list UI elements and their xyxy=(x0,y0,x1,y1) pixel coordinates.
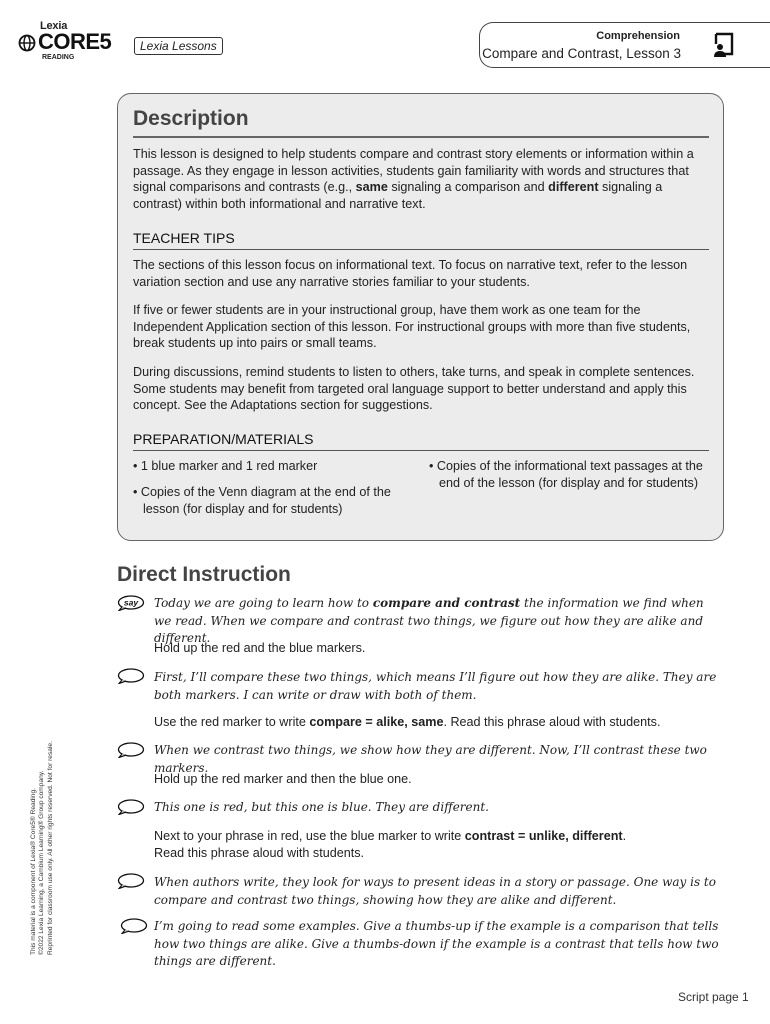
logo-lexia-text: Lexia xyxy=(40,20,68,32)
teacher-board-icon xyxy=(712,32,736,58)
speech-bubble-icon xyxy=(117,873,145,889)
script-say-line: I’m going to read some examples. Give a thumbs-up if the example is a comparison that tells how two things are alike. Give a thumbs-down if the example is a contrast that tells how two things are different. xyxy=(154,919,719,968)
page-footer: Script page 1 xyxy=(678,990,749,1004)
script-direction: Hold up the red marker and then the blue one. xyxy=(154,772,412,786)
copyright-line: ©2022 Lexia Learning, a Cambium Learning® Group company. xyxy=(38,770,46,955)
script-say-line: When authors write, they look for ways to present ideas in a story or passage. One way is to compare and contrast two things, showing how they are alike and different. xyxy=(154,875,716,907)
description-text xyxy=(133,146,709,213)
copyright-line: Reprinted for classroom use only. All other rights reserved. Not for resale. xyxy=(46,741,54,955)
script-direction xyxy=(154,828,719,862)
material-item: • Copies of the Venn diagram at the end of the lesson (for display and for students) xyxy=(133,485,391,516)
direction-bold-text: contrast = unlike, different xyxy=(464,829,623,843)
teacher-tips-rule xyxy=(133,249,709,250)
description-heading: Description xyxy=(133,107,249,130)
globe-icon xyxy=(18,34,36,52)
speech-bubble-icon xyxy=(117,668,145,684)
direction-text-part: . xyxy=(622,829,627,843)
direction-text-part: Use the red marker to write xyxy=(154,715,310,729)
logo-core5-text: CORE5 xyxy=(38,29,112,54)
heading-rule xyxy=(133,136,709,138)
lesson-category: Comprehension xyxy=(596,30,680,42)
logo-reading-text: READING xyxy=(42,54,75,61)
materials-rule xyxy=(133,450,709,451)
say-bubble-icon xyxy=(117,595,145,611)
copyright-line: This material is a component of Lexia® Core5® Reading. xyxy=(30,788,37,955)
say-bold-text: compare and contrast xyxy=(372,596,521,610)
speech-bubble-icon xyxy=(120,918,148,934)
script-direction xyxy=(154,714,734,731)
script-direction: Hold up the red and the blue markers. xyxy=(154,641,366,655)
copyright-side-note xyxy=(30,741,55,955)
script-say-line: This one is red, but this one is blue. They are different. xyxy=(154,800,489,814)
description-text-part: signaling a comparison and xyxy=(387,180,549,195)
lesson-title: Compare and Contrast, Lesson 3 xyxy=(482,46,681,61)
teacher-tips-heading: TEACHER TIPS xyxy=(133,230,235,246)
speech-bubble-icon xyxy=(117,799,145,815)
direct-instruction-heading: Direct Instruction xyxy=(117,563,291,586)
material-item: • Copies of the informational text passages at the end of the lesson (for display and for students) xyxy=(429,459,703,490)
script-say-line: First, I’ll compare these two things, which means I’ll figure out how they are alike. They are both markers. I can write or draw with both of them. xyxy=(154,670,717,702)
speech-bubble-icon xyxy=(117,742,145,758)
direction-text-part: Read this phrase aloud with students. xyxy=(154,846,365,860)
direction-text-part: Next to your phrase in red, use the blue marker to write xyxy=(154,829,465,843)
say-label: say xyxy=(123,597,139,608)
script-say-line: When we contrast two things, we show how they are different. Now, I’ll contrast these two markers. xyxy=(154,743,707,775)
teacher-tip-paragraph: The sections of this lesson focus on informational text. To focus on narrative text, refer to the lesson variation section and use any narrative stories familiar to your students. xyxy=(133,258,688,289)
description-box xyxy=(117,93,724,541)
teacher-tip-paragraph: During discussions, remind students to listen to others, take turns, and speak in complete sentences. Some students may benefit from targeted oral language support to better understand and apply this concept. See the Adaptations section for suggestions. xyxy=(133,365,695,413)
teacher-tip-paragraph: If five or fewer students are in your instructional group, have them work as one team for the Independent Application section of this lesson. For instructional groups with more than five students, break students up into pairs or small teams. xyxy=(133,303,691,351)
lexia-lessons-badge: Lexia Lessons xyxy=(134,37,223,55)
description-bold-different: different xyxy=(548,180,599,195)
materials-heading: PREPARATION/MATERIALS xyxy=(133,431,314,447)
material-item: • 1 blue marker and 1 red marker xyxy=(133,459,318,473)
description-text-part: signaling a contrast) within both informational and narrative text. xyxy=(133,180,663,212)
description-bold-same: same xyxy=(355,180,388,195)
say-text-part: the information we find when we read. When we compare and contrast two things, we figure out how they are alike and different. xyxy=(154,596,704,645)
direction-text-part: . Read this phrase aloud with students. xyxy=(443,715,661,729)
lesson-header-tab xyxy=(479,22,770,68)
description-text-part: This lesson is designed to help students compare and contrast story elements or information within a passage. As they engage in lesson activities, students gain familiarity with words and structures that signal comparisons and contrasts (e.g., xyxy=(133,147,694,195)
direction-bold-text: compare = alike, same xyxy=(309,715,444,729)
say-text-part: Today we are going to learn how to xyxy=(154,596,373,610)
